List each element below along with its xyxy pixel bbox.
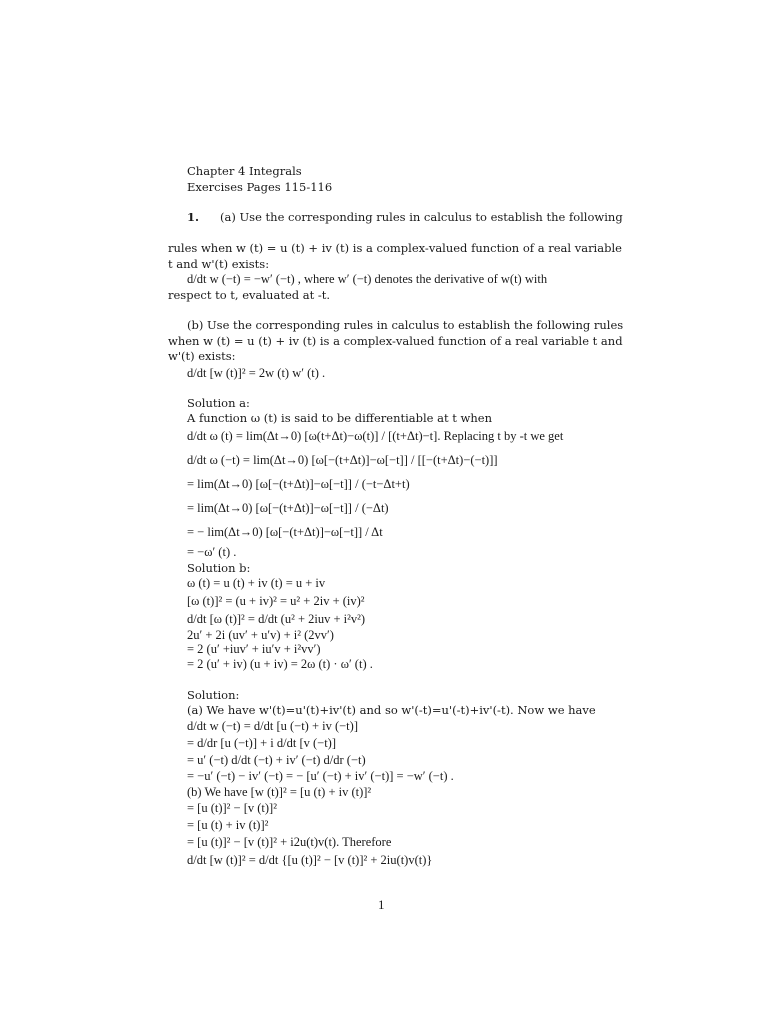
solution-line: = [u (t) + iv (t)]² bbox=[187, 818, 269, 832]
solution-b-line: 2u′ + 2i (uv′ + u′v) + i² (2vv′) bbox=[187, 628, 334, 642]
part-a-formula: d/dt w (−t) = −w′ (−t) , where w′ (−t) denotes the derivative of w(t) with bbox=[187, 272, 548, 286]
solution-line: = −u′ (−t) − iv′ (−t) = − [u′ (−t) + iv′ (−t)] = −w′ (−t) . bbox=[187, 769, 454, 783]
exercises-subtitle: Exercises Pages 115-116 bbox=[187, 180, 333, 194]
solution-a-line: = lim(Δt→0) [ω[−(t+Δt)]−ω[−t]] / (−Δt) bbox=[187, 501, 389, 515]
solution-a-line: A function ω (t) is said to be differentiable at t when bbox=[187, 411, 493, 425]
solution-b-line: = 2 (u′ +iuv′ + iu′v + i²vv′) bbox=[187, 642, 321, 656]
page-number: 1 bbox=[378, 897, 385, 912]
chapter-title: Chapter 4 Integrals bbox=[187, 164, 302, 178]
solution-line: d/dt [w (t)]² = d/dt {[u (t)]² − [v (t)]² + 2iu(t)v(t)} bbox=[187, 853, 433, 867]
solution-line: d/dt w (−t) = d/dt [u (−t) + iv (−t)] bbox=[187, 719, 358, 733]
solution-line: (a) We have w'(t)=u'(t)+iv'(t) and so w'(-t)=u'(-t)+iv'(-t). Now we have bbox=[187, 703, 596, 717]
solution-a-line: = lim(Δt→0) [ω[−(t+Δt)]−ω[−t]] / (−t−Δt+t) bbox=[187, 477, 410, 491]
part-a-line: t and w'(t) exists: bbox=[168, 257, 270, 271]
solution-line: = d/dr [u (−t)] + i d/dt [v (−t)] bbox=[187, 736, 336, 750]
part-a-line: respect to t, evaluated at -t. bbox=[168, 288, 331, 302]
solution-b-heading: Solution b: bbox=[187, 561, 251, 575]
solution-a-line: d/dt ω (t) = lim(Δt→0) [ω(t+Δt)−ω(t)] / [(t+Δt)−t]. Replacing t by -t we get bbox=[187, 429, 564, 443]
solution-b-line: ω (t) = u (t) + iv (t) = u + iv bbox=[187, 576, 326, 590]
solution-b-line: d/dt [ω (t)]² = d/dt (u² + 2iuv + i²v²) bbox=[187, 612, 366, 626]
solution-line: = [u (t)]² − [v (t)]² bbox=[187, 801, 277, 815]
part-b-line: w'(t) exists: bbox=[168, 349, 236, 363]
solution-line: = u′ (−t) d/dt (−t) + iv′ (−t) d/dr (−t) bbox=[187, 753, 366, 767]
solution-a-line: = −ω′ (t) . bbox=[187, 545, 237, 559]
solution-b-line: [ω (t)]² = (u + iv)² = u² + 2iv + (iv)² bbox=[187, 594, 365, 608]
solution-heading: Solution: bbox=[187, 688, 240, 702]
part-a-intro: (a) Use the corresponding rules in calculus to establish the following bbox=[220, 210, 623, 224]
solution-line: (b) We have [w (t)]² = [u (t) + iv (t)]² bbox=[187, 785, 372, 799]
part-b-formula: d/dt [w (t)]² = 2w (t) w′ (t) . bbox=[187, 366, 326, 380]
solution-a-line: = − lim(Δt→0) [ω[−(t+Δt)]−ω[−t]] / Δt bbox=[187, 525, 383, 539]
solution-b-line: = 2 (u′ + iv) (u + iv) = 2ω (t) · ω′ (t) . bbox=[187, 657, 373, 671]
part-b-line: (b) Use the corresponding rules in calculus to establish the following rules bbox=[187, 318, 624, 332]
part-b-line: when w (t) = u (t) + iv (t) is a complex-valued function of a real variable t and bbox=[168, 334, 623, 348]
solution-a-heading: Solution a: bbox=[187, 396, 250, 410]
problem-number: 1. bbox=[187, 210, 200, 224]
solution-a-line: d/dt ω (−t) = lim(Δt→0) [ω[−(t+Δt)]−ω[−t]] / [[−(t+Δt)−(−t)]] bbox=[187, 453, 498, 467]
solution-line: = [u (t)]² − [v (t)]² + i2u(t)v(t). Therefore bbox=[187, 835, 392, 849]
part-a-line: rules when w (t) = u (t) + iv (t) is a complex-valued function of a real variable bbox=[168, 241, 622, 255]
